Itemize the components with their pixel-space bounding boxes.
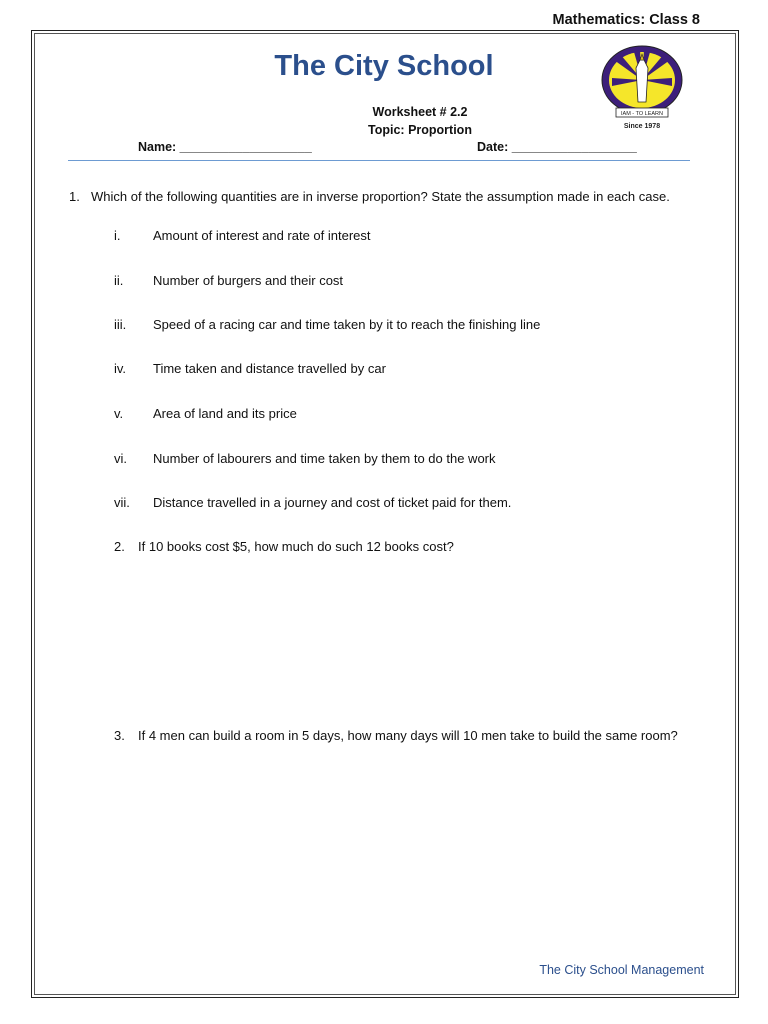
date-field: Date: __________________ — [477, 140, 637, 154]
sub-item-text: Distance travelled in a journey and cost of ticket paid for them. — [153, 495, 512, 510]
sub-item-numeral: ii. — [114, 273, 124, 288]
school-title: The City School — [274, 50, 494, 82]
sub-item-text: Amount of interest and rate of interest — [153, 228, 371, 243]
question-number: 3. — [114, 728, 125, 743]
logo-since: Since 1978 — [623, 123, 661, 130]
logo-motto: IAM - TO LEARN — [621, 111, 663, 117]
sub-item-text: Speed of a racing car and time taken by it to reach the finishing line — [153, 317, 541, 332]
question-number: 2. — [114, 539, 125, 554]
header-rule — [68, 160, 690, 161]
question-text: If 4 men can build a room in 5 days, how many days will 10 men take to build the same room? — [138, 728, 678, 743]
sub-item-numeral: vi. — [114, 451, 127, 466]
sub-item-numeral: iv. — [114, 361, 127, 376]
sub-item-text: Number of burgers and their cost — [153, 273, 344, 288]
subject-heading: Mathematics: Class 8 — [552, 12, 700, 28]
question-text: Which of the following quantities are in inverse proportion? State the assumption made in each case. — [91, 189, 670, 204]
footer-text: The City School Management — [539, 963, 704, 977]
question-number: 1. — [69, 189, 80, 204]
sub-item-numeral: iii. — [114, 317, 127, 332]
sub-item-numeral: vii. — [114, 495, 130, 510]
sub-item-text: Area of land and its price — [153, 406, 297, 421]
worksheet-number: Worksheet # 2.2 — [372, 105, 468, 119]
name-field: Name: ___________________ — [138, 140, 312, 154]
worksheet-topic: Topic: Proportion — [368, 123, 472, 137]
sub-item-numeral: i. — [114, 228, 121, 243]
sub-item-text: Number of labourers and time taken by them to do the work — [153, 451, 496, 466]
sub-item-numeral: v. — [114, 406, 124, 421]
sub-item-text: Time taken and distance travelled by car — [153, 361, 386, 376]
page-border-inner — [34, 33, 736, 995]
question-text: If 10 books cost $5, how much do such 12 books cost? — [138, 539, 454, 554]
